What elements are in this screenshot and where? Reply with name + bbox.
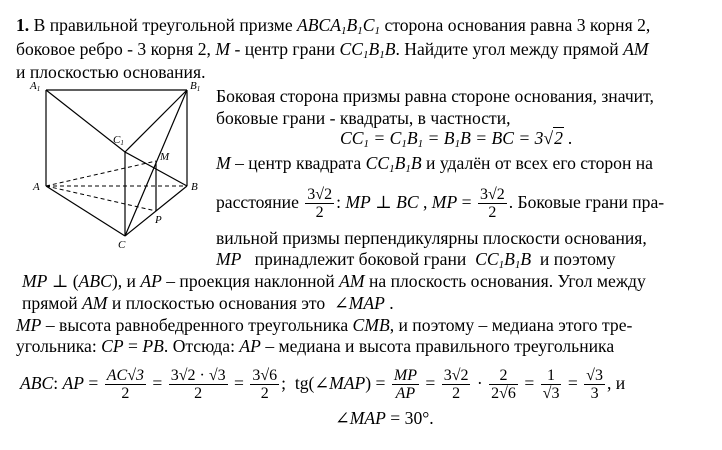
label-A1: A1 xyxy=(30,80,41,93)
solution-line-8: прямой AM и плоскостью основания это ∠MAP . xyxy=(22,293,394,313)
problem-line-3: и плоскостью основания. xyxy=(16,62,206,82)
label-A: A xyxy=(33,181,40,193)
label-M: M xyxy=(160,151,170,163)
label-B: B xyxy=(191,181,198,193)
solution-line-1: Боковая сторона призмы равна стороне основания, значит, xyxy=(216,86,654,106)
answer-value: 30° xyxy=(404,408,430,428)
label-P: P xyxy=(155,214,162,226)
solution-line-2: боковые грани - квадраты, в частности, xyxy=(216,108,511,128)
solution-line-3: M – центр квадрата $CC_1B_1B$ и удалён от всех его сторон на xyxy=(216,153,653,175)
label-B1: B1 xyxy=(190,80,201,93)
problem-line-1: 1. В правильной треугольной призме $ABCA_1B_1C_1$ сторона основания равна 3 корня 2, xyxy=(16,15,651,37)
solution-line-4: расстояние $\frac{3√2}{2}$ : MP ⊥ BC , MP = $\frac{3√2}{2}$ . Боковые грани пра- xyxy=(216,186,665,222)
solution-line-10: угольника: CP = PB. Отсюда: AP – медиана и высота правильного треугольника xyxy=(16,336,615,356)
solution-line-5: вильной призмы перпендикулярны плоскости основания, xyxy=(216,228,647,248)
solution-line-7: MP ⊥ (ABC), и AP – проекция наклонной AM на плоскость основания. Угол между xyxy=(22,271,646,291)
solution-line-9: MP – высота равнобедренного треугольника CMB, и поэтому – медиана этого тре- xyxy=(16,315,633,335)
label-C1: C1 xyxy=(113,134,124,147)
problem-line-2: боковое ребро - 3 корня 2, M - центр грани $CC_1B_1B$. Найдите угол между прямой AM xyxy=(16,39,649,61)
prism-figure xyxy=(0,0,215,260)
problem-number: 1. xyxy=(16,15,30,35)
label-C: C xyxy=(118,239,126,251)
solution-line-6: MP принадлежит боковой грани $CC_1B_1B$ и поэтому xyxy=(216,249,616,271)
solution-answer: ∠MAP = 30°. xyxy=(335,408,434,428)
solution-formula-1: $CC_1 = C_1B_1 = B_1B$ = BC = 3√2 . xyxy=(340,128,573,150)
solution-line-11: ABC: AP = $\frac{AC√3}{2}$ = $\frac{3√2 \cdot √3}{2}$ = $\frac{3√6}{2}$ ; tg(∠MAP) = $\frac{MP}{AP}$ = $\frac{3√2}{2}$ · $\frac{2}{2√6}$ = $\frac{1}{√3}$ = $\frac{√3}{3}$ , и xyxy=(20,367,626,403)
